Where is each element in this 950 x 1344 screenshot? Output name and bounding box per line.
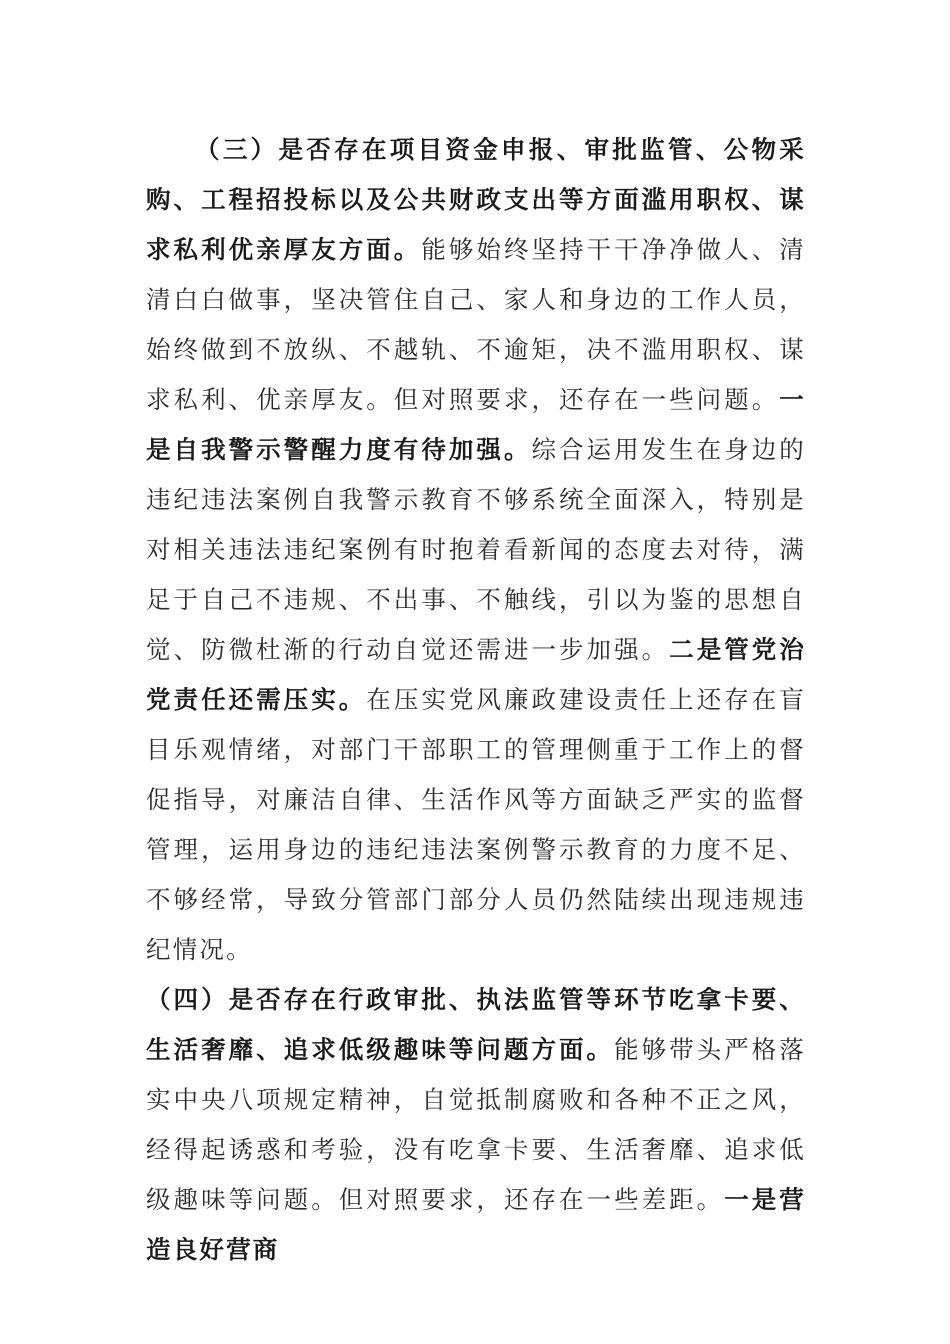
document-body — [146, 125, 806, 1275]
section-3-heading: （三）是否存在项目资金申报、审批监管、公物采购、工程招投标以及公共财政支出等方面滥用职权、谋求私利优亲厚友方面。 — [146, 135, 806, 264]
section-3-point-1-text: 综合运用发生在身边的违纪违法案例自我警示教育不够系统全面深入，特别是对相关违法违纪案例有时抱着看新闻的态度去对待，满足于自己不违规、不出事、不触线，引以为鉴的思想自觉、防微杜渐的行动自觉还需进一步加强。 — [146, 435, 806, 664]
paragraph-section-3 — [146, 125, 806, 975]
section-4-point-1-title: 一是营造良好营商 — [146, 1185, 806, 1264]
section-3-intro-text: 能够始终坚持干干净净做人、清清白白做事，坚决管住自己、家人和身边的工作人员，始终做到不放纵、不越轨、不逾矩，决不滥用职权、谋求私利、优亲厚友。但对照要求，还存在一些问题。 — [146, 235, 806, 414]
section-3-point-1-title: 一是自我警示警醒力度有待加强。 — [146, 385, 806, 464]
section-3-point-2-text: 在压实党风廉政建设责任上还存在盲目乐观情绪，对部门干部职工的管理侧重于工作上的督促指导，对廉洁自律、生活作风等方面缺乏严实的监督管理，运用身边的违纪违法案例警示教育的力度不足、不够经常，导致分管部门部分人员仍然陆续出现违规违纪情况。 — [146, 685, 806, 964]
section-4-heading: （四）是否存在行政审批、执法监管等环节吃拿卡要、生活奢靡、追求低级趣味等问题方面。 — [146, 985, 806, 1064]
paragraph-section-4 — [146, 975, 806, 1275]
section-4-intro-text: 能够带头严格落实中央八项规定精神，自觉抵制腐败和各种不正之风，经得起诱惑和考验，没有吃拿卡要、生活奢靡、追求低级趣味等问题。但对照要求，还存在一些差距。 — [146, 1035, 806, 1214]
section-3-point-2-title: 二是管党治党责任还需压实。 — [146, 635, 806, 714]
